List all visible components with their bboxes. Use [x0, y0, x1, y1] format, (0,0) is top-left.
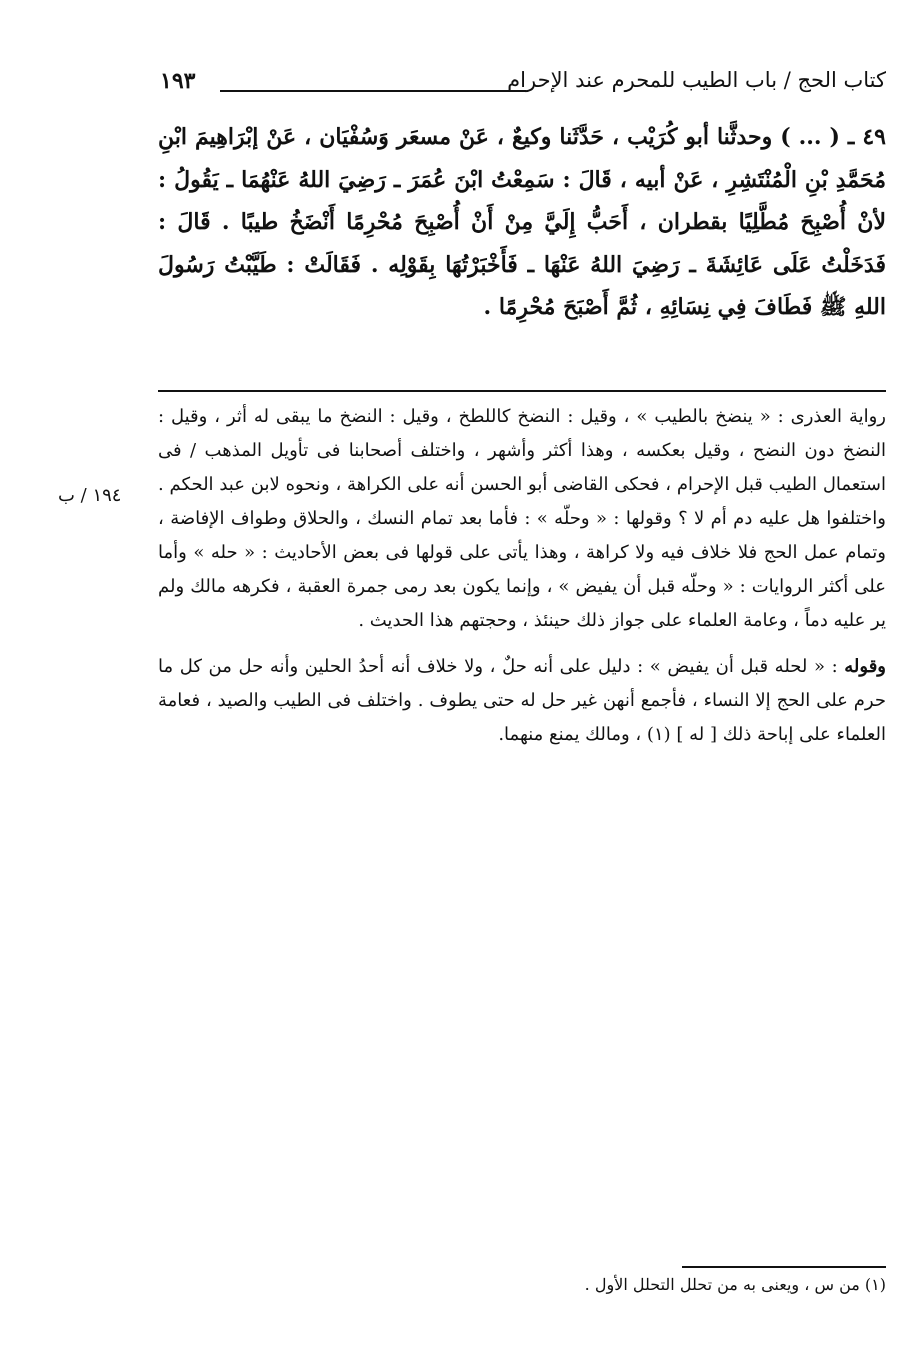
hadith-text: ٤٩ ـ ( ... ) وحدثَّنا أبو كُرَيْب ، حَدَّثَنا وكيعٌ ، عَنْ مسعَر وَسُفْيَان ، عَنْ إبْرَاهِيمَ ابْنِ مُحَمَّدِ بْنِ الْمُنْتَشِرِ ، عَنْ أبيه ، قَالَ : سَمِعْتُ ابْنَ عُمَرَ ـ رَضِيَ اللهُ عَنْهُمَا ـ يَقُولُ : لأنْ أُصْبِحَ مُطَّلِيًا بقطران ، أَحَبُّ إِلَيَّ مِنْ أَنْ أُصْبِحَ مُحْرِمًا أَنْضَخُ طيبًا . قَالَ : فَدَخَلْتُ عَلَى عَائِشَةَ ـ رَضِيَ اللهُ عَنْهَا ـ فَأَخْبَرْتُهَا بِقَوْلِه . فَقَالَتْ : طَيَّبْتُ رَسُولَ اللهِ ﷺ فَطَافَ فِي نِسَائِهِ ، ثُمَّ أَصْبَحَ مُحْرِمًا . — [158, 124, 886, 320]
paragraph-lead: وقوله — [844, 656, 886, 677]
footnote: (١) من س ، ويعنى به من تحلل التحلل الأول . — [584, 1275, 886, 1294]
page-number: ١٩٣ — [160, 68, 196, 94]
section-divider — [158, 390, 886, 392]
paragraph-text: : « لحله قبل أن يفيض » : دليل على أنه حلٌ ، ولا خلاف أنه أحدُ الحلين وأنه حل من كل ما حرم على الحج إلا النساء ، فأجمع أنهن غير حل له حتى يطوف . واختلف فى الطيب والصيد ، فعامة العلماء على إباحة ذلك [ له ] (١) ، ومالك يمنع منهما. — [158, 656, 886, 745]
footnote-divider — [682, 1266, 886, 1268]
running-title: كتاب الحج / باب الطيب للمحرم عند الإحرام — [507, 68, 886, 92]
commentary-paragraph — [158, 650, 886, 752]
manuscript-folio-marker: ١٩٤ / ب — [58, 485, 122, 506]
page-header — [160, 62, 886, 102]
commentary — [158, 400, 886, 752]
commentary-paragraph: رواية العذرى : « ينضخ بالطيب » ، وقيل : النضخ كاللطخ ، وقيل : النضخ ما يبقى له أثر ، وقيل : النضخ دون النضح ، وقيل بعكسه ، وهذا أكثر وأشهر ، واختلف أصحابنا فى تأويل المذهب / فى استعمال الطيب قبل الإحرام ، فحكى القاضى أبو الحسن أنه على الكراهة ، ونحوه لابن عبد الحكم . واختلفوا هل عليه دم أم لا ؟ وقولها : « وحلّه » : فأما بعد تمام النسك ، والحلاق وطواف الإفاضة ، وتمام عمل الحج فلا خلاف فيه ولا كراهة ، وهذا يأتى على قولها فى بعض الأحاديث : « حله » وأما على أكثر الروايات : « وحلّه قبل أن يفيض » ، وإنما يكون بعد رمى جمرة العقبة ، فكرهه مالك ولم ير عليه دماً ، وعامة العلماء على جواز ذلك حينئذ ، وحجتهم هذا الحديث . — [158, 406, 886, 631]
header-rule — [220, 90, 526, 92]
